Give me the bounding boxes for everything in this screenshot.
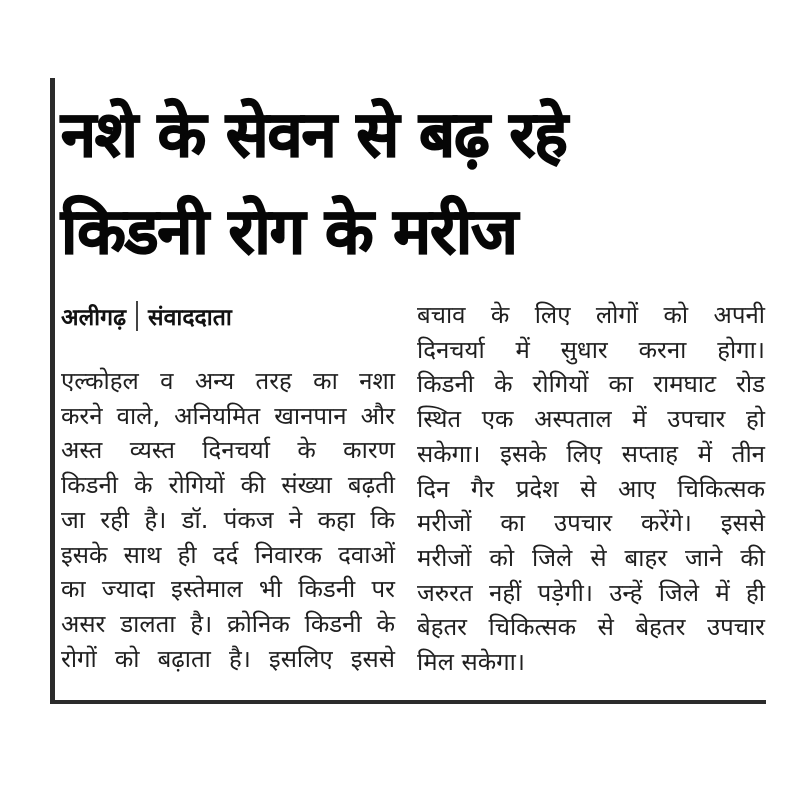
body-line: बचाव के लिए लोगों को अपनी (417, 301, 765, 329)
body-line: किडनी के रोगियों की संख्या बढ़ती (61, 471, 395, 500)
left-border-rule (50, 78, 55, 704)
byline-location: अलीगढ़ (61, 305, 127, 331)
article-content (61, 86, 765, 680)
byline (61, 298, 395, 334)
body-line: का ज्यादा इस्तेमाल भी किडनी पर (61, 575, 395, 604)
byline-author: संवाददाता (148, 305, 232, 331)
byline-divider (136, 301, 138, 331)
left-column (61, 298, 395, 680)
body-line: मरीजों का उपचार करेंगे। इससे (417, 509, 765, 538)
body-line: बेहतर चिकित्सक से बेहतर उपचार (417, 613, 765, 642)
body-line: एल्कोहल व अन्य तरह का नशा (61, 367, 395, 395)
body-line: करने वाले, अनियमित खानपान और (61, 401, 395, 430)
body-line: जरुरत नहीं पड़ेगी। उन्हें जिले में ही (417, 578, 765, 607)
article-columns (61, 298, 765, 680)
body-line: इसके साथ ही दर्द निवारक दवाओं (61, 540, 395, 569)
headline-line-1: नशे के सेवन से बढ़ रहे (61, 98, 567, 171)
body-line: दिनचर्या में सुधार करना होगा। (417, 335, 765, 364)
headline-line-2: किडनी रोग के मरीज (61, 195, 517, 268)
headline (61, 86, 765, 280)
body-line: अस्त व्यस्त दिनचर्या के कारण (61, 436, 395, 465)
body-line: मरीजों को जिले से बाहर जाने की (417, 543, 765, 572)
body-line: स्थित एक अस्पताल में उपचार हो (417, 405, 765, 434)
right-column (417, 298, 765, 680)
body-line: रोगों को बढ़ाता है। इसलिए इससे (61, 644, 395, 673)
body-line: किडनी के रोगियों का रामघाट रोड (417, 370, 765, 399)
body-line: सकेगा। इसके लिए सप्ताह में तीन (417, 439, 765, 468)
body-line: दिन गैर प्रदेश से आए चिकित्सक (417, 474, 765, 503)
body-line: मिल सकेगा। (417, 648, 525, 677)
body-line: असर डालता है। क्रोनिक किडनी के (61, 609, 395, 638)
body-line: जा रही है। डॉ. पंकज ने कहा कि (61, 505, 395, 534)
right-column-text (417, 298, 765, 680)
left-column-text (61, 364, 395, 676)
bottom-border-rule (50, 700, 766, 704)
